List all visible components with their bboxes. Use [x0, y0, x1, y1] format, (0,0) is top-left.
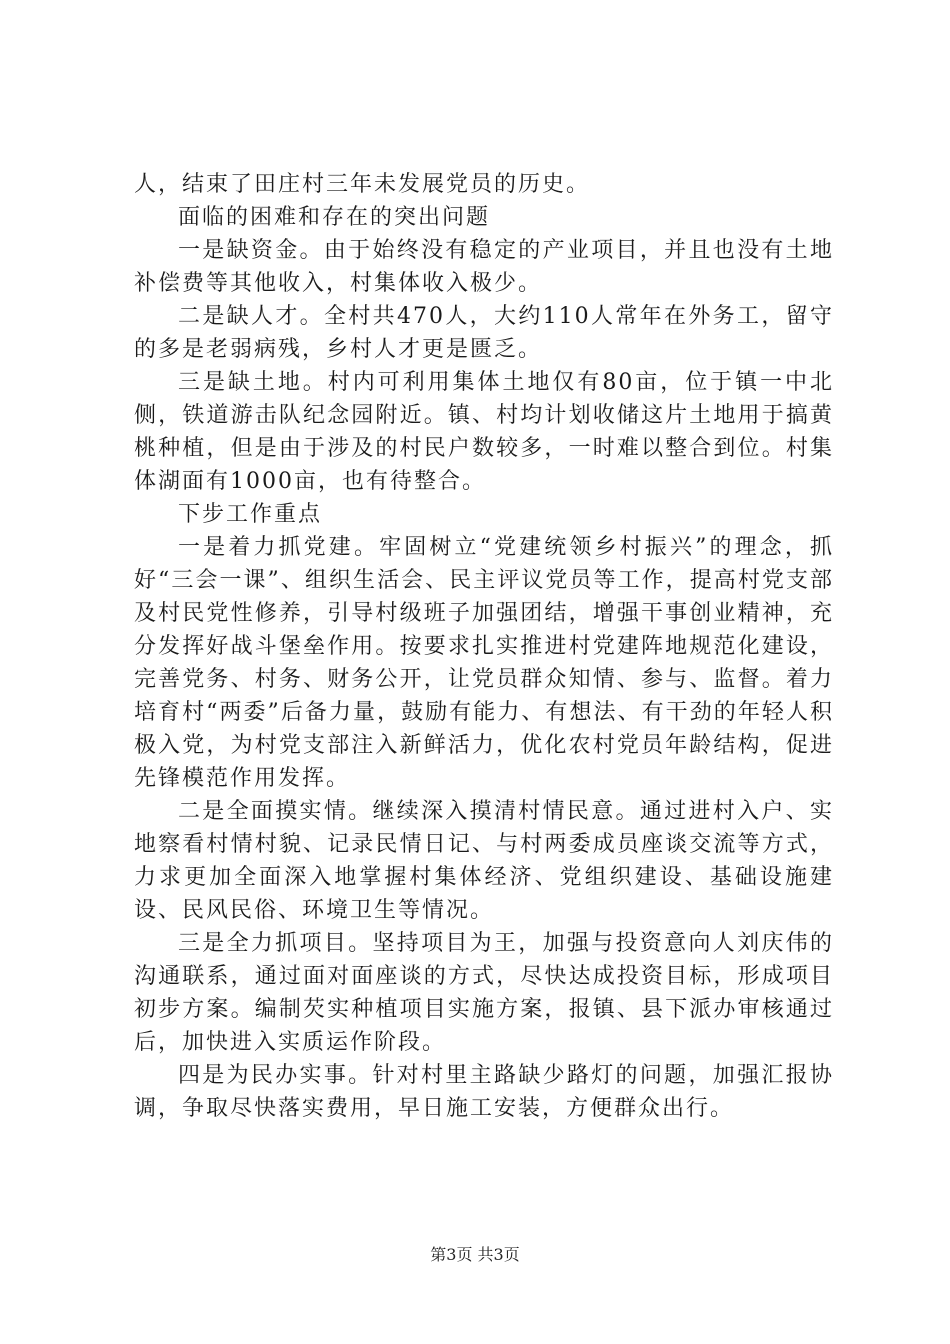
paragraph-9: 三是全力抓项目。坚持项目为王，加强与投资意向人刘庆伟的沟通联系，通过面对面座谈的方式，尽快达成投资目标，形成项目初步方案。编制芡实种植项目实施方案，报镇、县下派办审核通过后，加快进入实质运作阶段。: [134, 931, 834, 1055]
page-number-footer: 第3页 共3页: [430, 1245, 520, 1264]
paragraph-5: 三是缺土地。村内可利用集体土地仅有80亩，位于镇一中北侧，铁道游击队纪念园附近。镇、村均计划收储这片土地用于搞黄桃种植，但是由于涉及的村民户数较多，一时难以整合到位。村集体湖面有1000亩，也有待整合。: [134, 370, 834, 494]
paragraph-10: 四是为民办实事。针对村里主路缺少路灯的问题，加强汇报协调，争取尽快落实费用，早日施工安装，方便群众出行。: [134, 1063, 834, 1121]
paragraph-4: 二是缺人才。全村共470人，大约110人常年在外务工，留守的多是老弱病残，乡村人才更是匮乏。: [134, 304, 834, 362]
paragraph-7: 一是着力抓党建。牢固树立“党建统领乡村振兴”的理念，抓好“三会一课”、组织生活会、民主评议党员等工作，提高村党支部及村民党性修养，引导村级班子加强团结，增强干事创业精神，充分发挥好战斗堡垒作用。按要求扎实推进村党建阵地规范化建设，完善党务、村务、财务公开，让党员群众知情、参与、监督。着力培育村“两委”后备力量，鼓励有能力、有想法、有干劲的年轻人积极入党，为村党支部注入新鲜活力，优化农村党员年龄结构，促进先锋模范作用发挥。: [134, 535, 834, 791]
document-body: [134, 168, 834, 1125]
section-heading-problems: 面临的困难和存在的突出问题: [178, 205, 491, 230]
paragraph-1: 人，结束了田庄村三年未发展党员的历史。: [134, 172, 591, 197]
paragraph-8: 二是全面摸实情。继续深入摸清村情民意。通过进村入户、实地察看村情村貌、记录民情日记、与村两委成员座谈交流等方式，力求更加全面深入地掌握村集体经济、党组织建设、基础设施建设、民风民俗、环境卫生等情况。: [134, 799, 834, 923]
section-heading-next-steps: 下步工作重点: [178, 502, 323, 527]
paragraph-3: 一是缺资金。由于始终没有稳定的产业项目，并且也没有土地补偿费等其他收入，村集体收入极少。: [134, 238, 834, 296]
